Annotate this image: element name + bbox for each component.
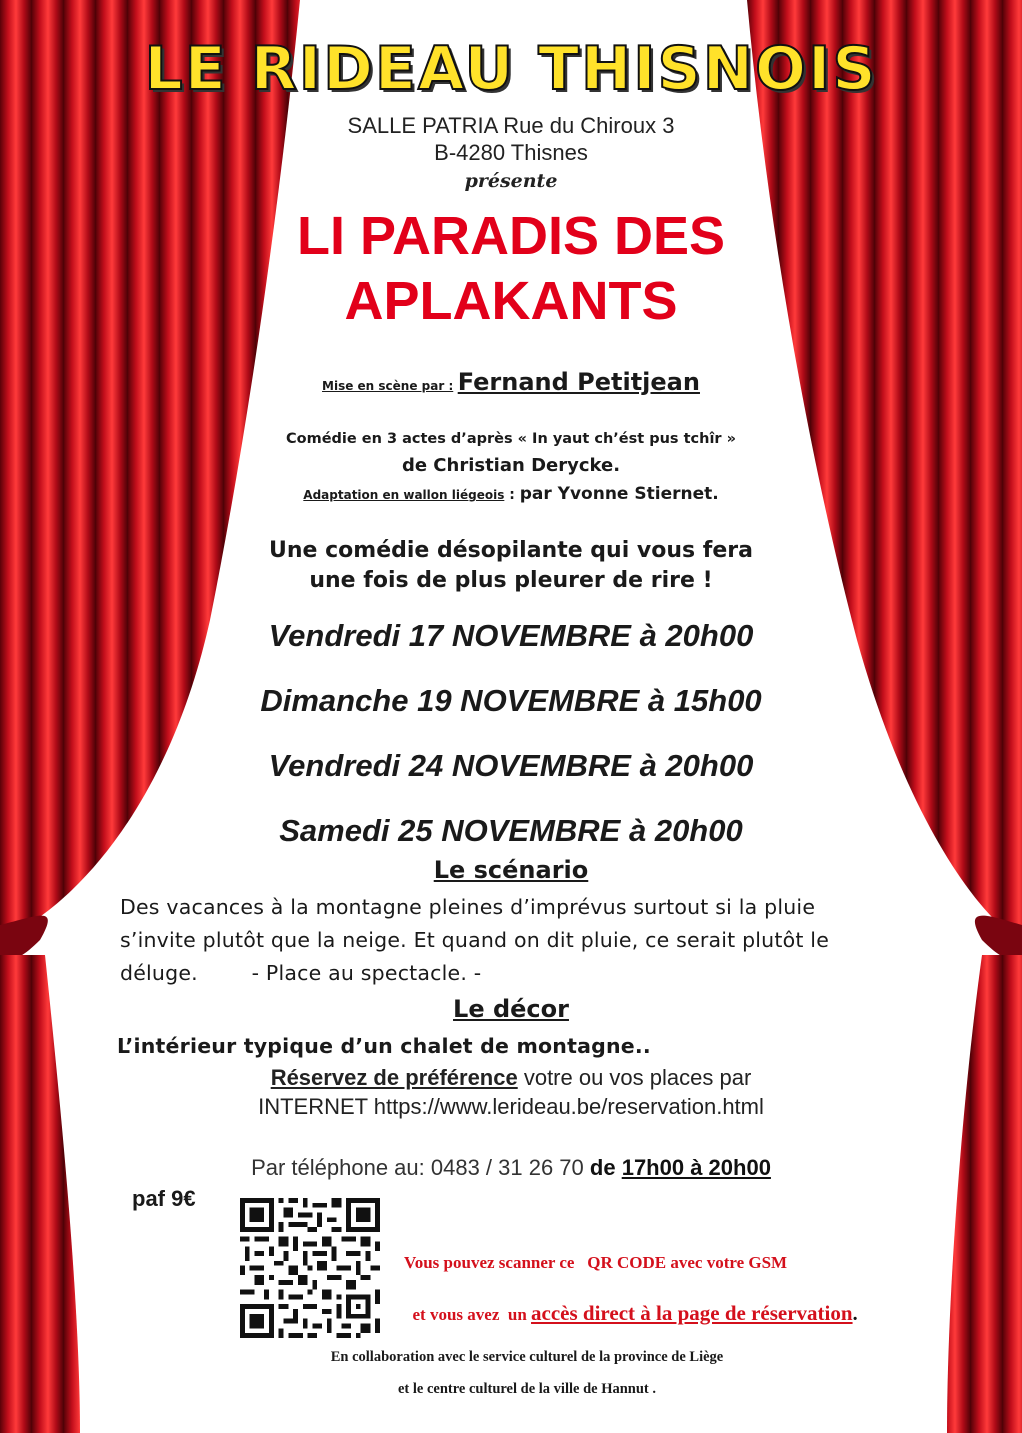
author-credit: de Christian Derycke. — [401, 455, 621, 476]
performance-date: Dimanche 19 NOVEMBRE à 15h00 — [260, 683, 762, 718]
decor-heading: Le décor — [453, 995, 569, 1023]
phone-line: Par téléphone au: 0483 / 31 26 70 de 17h00 à 20h00 — [251, 1155, 771, 1180]
performance-date: Vendredi 24 NOVEMBRE à 20h00 — [268, 748, 754, 783]
comedy-credit: Comédie en 3 actes d’après « In yaut ch’ést pus tchîr » — [285, 431, 737, 447]
adaptation-label: Adaptation en wallon liégeois — [303, 488, 505, 502]
scenario-heading: Le scénario — [433, 856, 589, 884]
tagline-line1: Une comédie désopilante qui vous fera — [269, 538, 753, 563]
phone-number: Par téléphone au: 0483 / 31 26 70 — [251, 1155, 590, 1180]
direction-label: Mise en scène par : — [322, 379, 454, 393]
presents-label: présente — [464, 170, 558, 192]
phone-hours: 17h00 à 20h00 — [621, 1155, 771, 1180]
performance-date: Samedi 25 NOVEMBRE à 20h00 — [279, 813, 743, 848]
reservation-url[interactable]: INTERNET https://www.lerideau.be/reservation.html — [258, 1094, 764, 1119]
scenario-text-line2: s’invite plutôt que la neige. Et quand on dit pluie, ce serait plutôt le — [120, 928, 830, 952]
director-name: Fernand Petitjean — [457, 368, 700, 396]
reservation-line1: Réservez de préférence votre ou vos places par — [270, 1065, 752, 1090]
reservation-page-link[interactable]: accès direct à la page de réservation — [531, 1301, 853, 1325]
direction-credit — [0, 368, 1022, 396]
play-title-line1: LI PARADIS DES — [296, 206, 726, 266]
decor-text: L’intérieur typique d’un chalet de montagne.. — [117, 1034, 651, 1058]
qr-note-line1: Vous pouvez scanner ce QR CODE avec votre GSM — [404, 1253, 788, 1272]
tagline-line2: une fois de plus pleurer de rire ! — [309, 568, 713, 593]
scenario-text-line3: déluge. - Place au spectacle. - — [120, 961, 482, 985]
play-title-line2: APLAKANTS — [344, 271, 678, 331]
venue-address: SALLE PATRIA Rue du Chiroux 3 — [347, 113, 675, 138]
venue-city: B-4280 Thisnes — [434, 140, 588, 165]
qr-note-line2: et vous avez un accès direct à la page de réservation. — [412, 1301, 858, 1325]
adaptation-credit: Adaptation en wallon liégeois : par Yvonne Stiernet. — [303, 484, 719, 504]
price-label: paf 9€ — [132, 1186, 196, 1211]
scenario-text-line1: Des vacances à la montagne pleines d’imprévus surtout si la pluie — [120, 895, 816, 919]
adapter-name: par Yvonne Stiernet. — [519, 484, 719, 504]
troupe-title: LE RIDEAU THISNOIS — [144, 34, 878, 104]
reservation-emphasis: Réservez de préférence — [270, 1065, 518, 1090]
collaboration-line2: et le centre culturel de la ville de Hannut . — [397, 1381, 656, 1397]
performance-date: Vendredi 17 NOVEMBRE à 20h00 — [268, 618, 754, 653]
qr-code-image[interactable] — [240, 1198, 380, 1338]
collaboration-line1: En collaboration avec le service culturel de la province de Liège — [330, 1349, 724, 1365]
